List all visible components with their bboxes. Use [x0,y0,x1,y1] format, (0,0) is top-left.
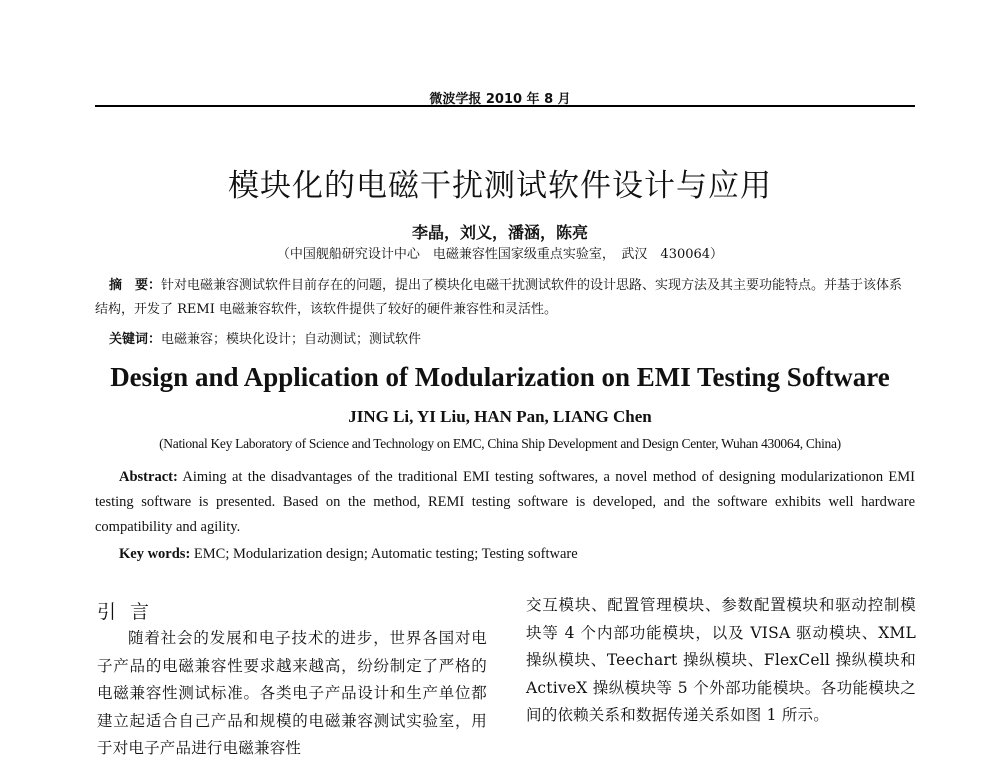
english-keywords-label: Key words: [119,546,191,562]
header-rule [95,105,915,107]
body-left-column: 随着社会的发展和电子技术的进步，世界各国对电子产品的电磁兼容性要求越来越高，纷纷制定了严格的电磁兼容性测试标准。各类电子产品设计和生产单位都建立起适合自己产品和规模的电磁兼容测试实验室，用于对电子产品进行电磁兼容性 [97,629,487,757]
english-abstract-label: Abstract: [119,469,178,485]
body-right-column: 交互模块、配置管理模块、参数配置模块和驱动控制模块等 4 个内部功能模块，以及 VISA 驱动模块、XML 操纵模块、Teechart 操纵模块、FlexCell 操纵模块和 ActiveX 操纵模块等 5 个外部功能模块。各功能模块之间的依赖关系和数据传递关系如图 1 所示。 [526,596,916,724]
english-abstract-text: Aiming at the disadvantages of the traditional EMI testing softwares, a novel method of designing modularizationon EMI testing software is presented. Based on the method, REMI testing software is developed, and the software exhibits well hardware compatibility and agility. [95,469,915,535]
chinese-keywords-text: 电磁兼容；模块化设计；自动测试；测试软件 [161,332,422,347]
chinese-abstract-label: 摘 要： [109,278,162,293]
chinese-keywords [109,328,915,347]
english-abstract [95,465,915,540]
english-title: Design and Application of Modularization on EMI Testing Software [110,362,890,392]
english-keywords [119,546,915,563]
running-header: 微波学报 2010 年 8 月 [429,92,571,107]
section-heading-introduction: 引言 [97,601,164,623]
chinese-abstract-text: 针对电磁兼容测试软件目前存在的问题，提出了模块化电磁干扰测试软件的设计思路、实现方法及其主要功能特点。并基于该体系结构，开发了 REMI 电磁兼容软件，该软件提供了较好的硬件兼容性和灵活性。 [95,278,903,317]
chinese-authors: 李晶，刘义，潘涵，陈亮 [411,223,588,242]
english-affiliation: (National Key Laboratory of Science and Technology on EMC, China Ship Development and Design Center, Wuhan 430064, China) [159,436,841,451]
chinese-abstract [95,274,915,322]
english-authors: JING Li, YI Liu, HAN Pan, LIANG Chen [348,407,652,426]
chinese-keywords-label: 关键词： [109,332,162,347]
chinese-title: 模块化的电磁干扰测试软件设计与应用 [228,168,772,204]
english-keywords-text: EMC; Modularization design; Automatic testing; Testing software [193,546,578,562]
chinese-affiliation: （中国舰船研究设计中心 电磁兼容性国家级重点实验室， 武汉 430064） [276,247,724,262]
